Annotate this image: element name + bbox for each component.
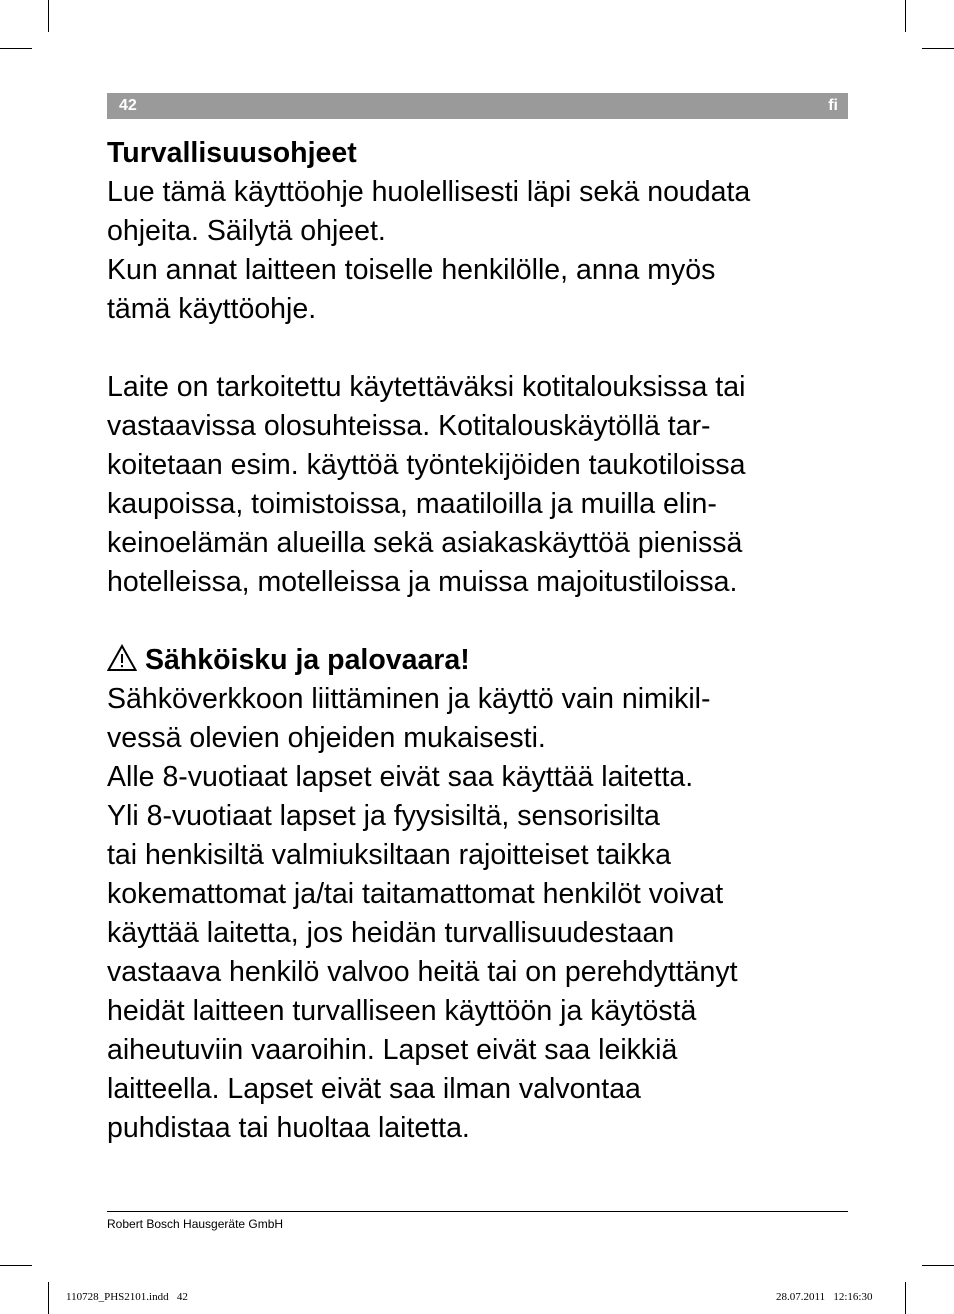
- crop-mark: [922, 48, 954, 49]
- warning-triangle-icon: [107, 644, 137, 672]
- text-line: hotelleissa, motelleissa ja muissa majoitustiloissa.: [107, 566, 738, 598]
- footer-divider: [107, 1211, 848, 1212]
- text-line: Sähköverkkoon liittäminen ja käyttö vain nimikil-: [107, 683, 711, 715]
- text-line: Laite on tarkoitettu käytettäväksi kotitalouksissa tai: [107, 371, 746, 403]
- footer-company-name: Robert Bosch Hausgeräte GmbH: [107, 1217, 284, 1231]
- text-line: aiheutuviin vaaroihin. Lapset eivät saa leikkiä: [107, 1034, 678, 1066]
- language-code: fi: [828, 97, 838, 114]
- crop-mark: [922, 1265, 954, 1266]
- text-line: tai henkisiltä valmiuksiltaan rajoitteiset taikka: [107, 839, 671, 871]
- text-line: heidät laitteen turvalliseen käyttöön ja käytöstä: [107, 995, 697, 1027]
- page-content: [107, 134, 867, 1148]
- text-line: kokemattomat ja/tai taitamattomat henkilöt voivat: [107, 878, 724, 910]
- crop-mark: [48, 1282, 49, 1314]
- text-line: tämä käyttöohje.: [107, 293, 317, 325]
- crop-mark: [0, 1265, 32, 1266]
- text-line: vastaava henkilö valvoo heitä tai on perehdyttänyt: [107, 956, 738, 988]
- electric-shock-warning-section: [107, 641, 867, 1148]
- warning-heading: [107, 641, 867, 680]
- text-line: puhdistaa tai huoltaa laitetta.: [107, 1112, 470, 1144]
- page-number: 42: [119, 97, 137, 114]
- crop-mark: [905, 0, 906, 32]
- paragraph-gap: [107, 602, 867, 641]
- crop-mark: [48, 0, 49, 32]
- crop-mark: [905, 1282, 906, 1314]
- text-line: kaupoissa, toimistoissa, maatiloilla ja muilla elin-: [107, 488, 717, 520]
- text-line: ohjeita. Säilytä ohjeet.: [107, 215, 386, 247]
- section-title: Turvallisuusohjeet: [107, 137, 357, 169]
- paragraph-gap: [107, 329, 867, 368]
- text-line: Lue tämä käyttöohje huolellisesti läpi sekä noudata: [107, 176, 751, 208]
- text-line: laitteella. Lapset eivät saa ilman valvontaa: [107, 1073, 641, 1105]
- print-slug-file: 110728_PHS2101.indd 42: [66, 1291, 188, 1303]
- page-header-bar: [107, 93, 848, 119]
- intended-use-section: [107, 368, 867, 602]
- print-slug-datetime: 28.07.2011 12:16:30: [776, 1291, 873, 1303]
- text-line: vastaavissa olosuhteissa. Kotitalouskäytöllä tar-: [107, 410, 711, 442]
- text-line: koitetaan esim. käyttöä työntekijöiden taukotiloissa: [107, 449, 746, 481]
- crop-mark: [0, 48, 32, 49]
- text-line: Kun annat laitteen toiselle henkilölle, anna myös: [107, 254, 716, 286]
- text-line: Alle 8-vuotiaat lapset eivät saa käyttää laitetta.: [107, 761, 694, 793]
- safety-instructions-section: [107, 134, 867, 329]
- text-line: Yli 8-vuotiaat lapset ja fyysisiltä, sensorisilta: [107, 800, 660, 832]
- warning-title: Sähköisku ja palovaara!: [145, 644, 470, 676]
- text-line: käyttää laitetta, jos heidän turvallisuudestaan: [107, 917, 675, 949]
- text-line: keinoelämän alueilla sekä asiakaskäyttöä pienissä: [107, 527, 743, 559]
- text-line: vessä olevien ohjeiden mukaisesti.: [107, 722, 546, 754]
